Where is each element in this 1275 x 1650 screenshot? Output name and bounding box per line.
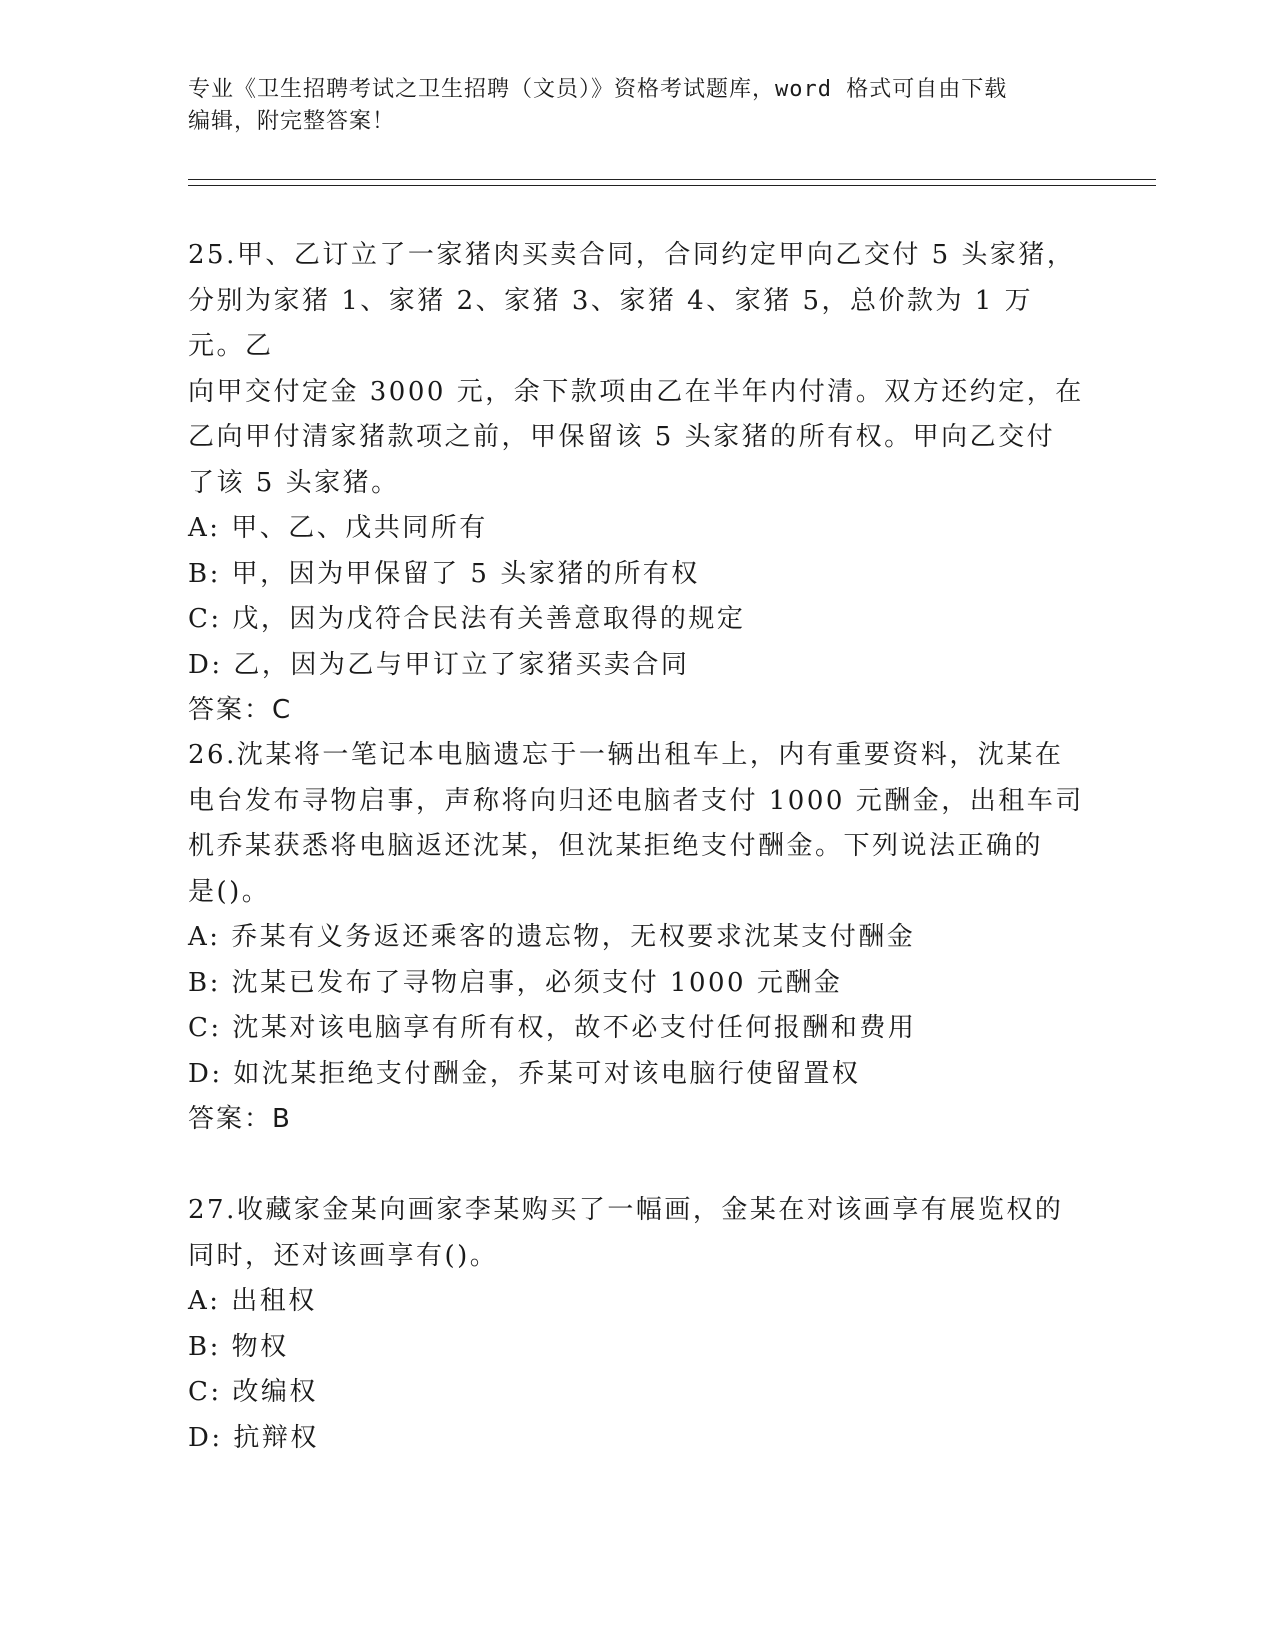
option-b: B: 甲，因为甲保留了 5 头家猪的所有权 (188, 558, 700, 589)
question-stem-line: 向甲交付定金 3000 元，余下款项由乙在半年内付清。双方还约定，在 (188, 376, 1084, 407)
option-d: D: 抗辩权 (188, 1422, 319, 1453)
document-header (188, 74, 1088, 138)
question-stem-line: 26.沈某将一笔记本电脑遗忘于一辆出租车上，内有重要资料，沈某在 (188, 740, 1064, 770)
option-b: B: 物权 (188, 1331, 289, 1362)
header-line-1: 专业《卫生招聘考试之卫生招聘（文员）》资格考试题库，word 格式可自由下载 (188, 77, 1008, 102)
option-c: C: 沈某对该电脑享有所有权，故不必支付任何报酬和费用 (188, 1013, 917, 1043)
option-d: D: 乙，因为乙与甲订立了家猪买卖合同 (188, 649, 690, 680)
header-line-2: 编辑，附完整答案！ (188, 109, 396, 134)
option-d: D: 如沈某拒绝支付酬金，乔某可对该电脑行使留置权 (188, 1058, 861, 1089)
question-stem-line: 乙向甲付清家猪款项之前，甲保留该 5 头家猪的所有权。甲向乙交付 (188, 422, 1056, 452)
header-divider-top (188, 179, 1156, 180)
option-a: A: 出租权 (188, 1286, 317, 1316)
question-stem-line: 电台发布寻物启事，声称将向归还电脑者支付 1000 元酬金，出租车司 (188, 785, 1084, 816)
question-stem-line: 是()。 (188, 876, 271, 907)
answer-label: 答案：C (188, 695, 293, 725)
option-a: A: 甲、乙、戊共同所有 (188, 513, 488, 543)
option-b: B: 沈某已发布了寻物启事，必须支付 1000 元酬金 (188, 967, 843, 998)
question-stem-line: 机乔某获悉将电脑返还沈某，但沈某拒绝支付酬金。下列说法正确的 (188, 831, 1044, 861)
header-divider-bottom (188, 185, 1156, 186)
question-26 (188, 733, 1088, 1143)
question-stem-line: 了该 5 头家猪。 (188, 467, 400, 498)
option-c: C: 戊，因为戊符合民法有关善意取得的规定 (188, 604, 746, 634)
answer-label: 答案：B (188, 1104, 292, 1134)
option-c: C: 改编权 (188, 1377, 318, 1407)
question-stem-line: 27.收藏家金某向画家李某购买了一幅画，金某在对该画享有展览权的 (188, 1195, 1064, 1225)
question-stem-line: 同时，还对该画享有()。 (188, 1240, 499, 1271)
question-27 (188, 1188, 1088, 1461)
question-stem-line: 25.甲、乙订立了一家猪肉买卖合同，合同约定甲向乙交付 5 头家猪， (188, 240, 1076, 270)
question-25 (188, 233, 1088, 734)
question-stem-line: 分别为家猪 1、家猪 2、家猪 3、家猪 4、家猪 5，总价款为 1 万元。乙 (188, 285, 1034, 361)
option-a: A: 乔某有义务返还乘客的遗忘物，无权要求沈某支付酬金 (188, 922, 916, 952)
